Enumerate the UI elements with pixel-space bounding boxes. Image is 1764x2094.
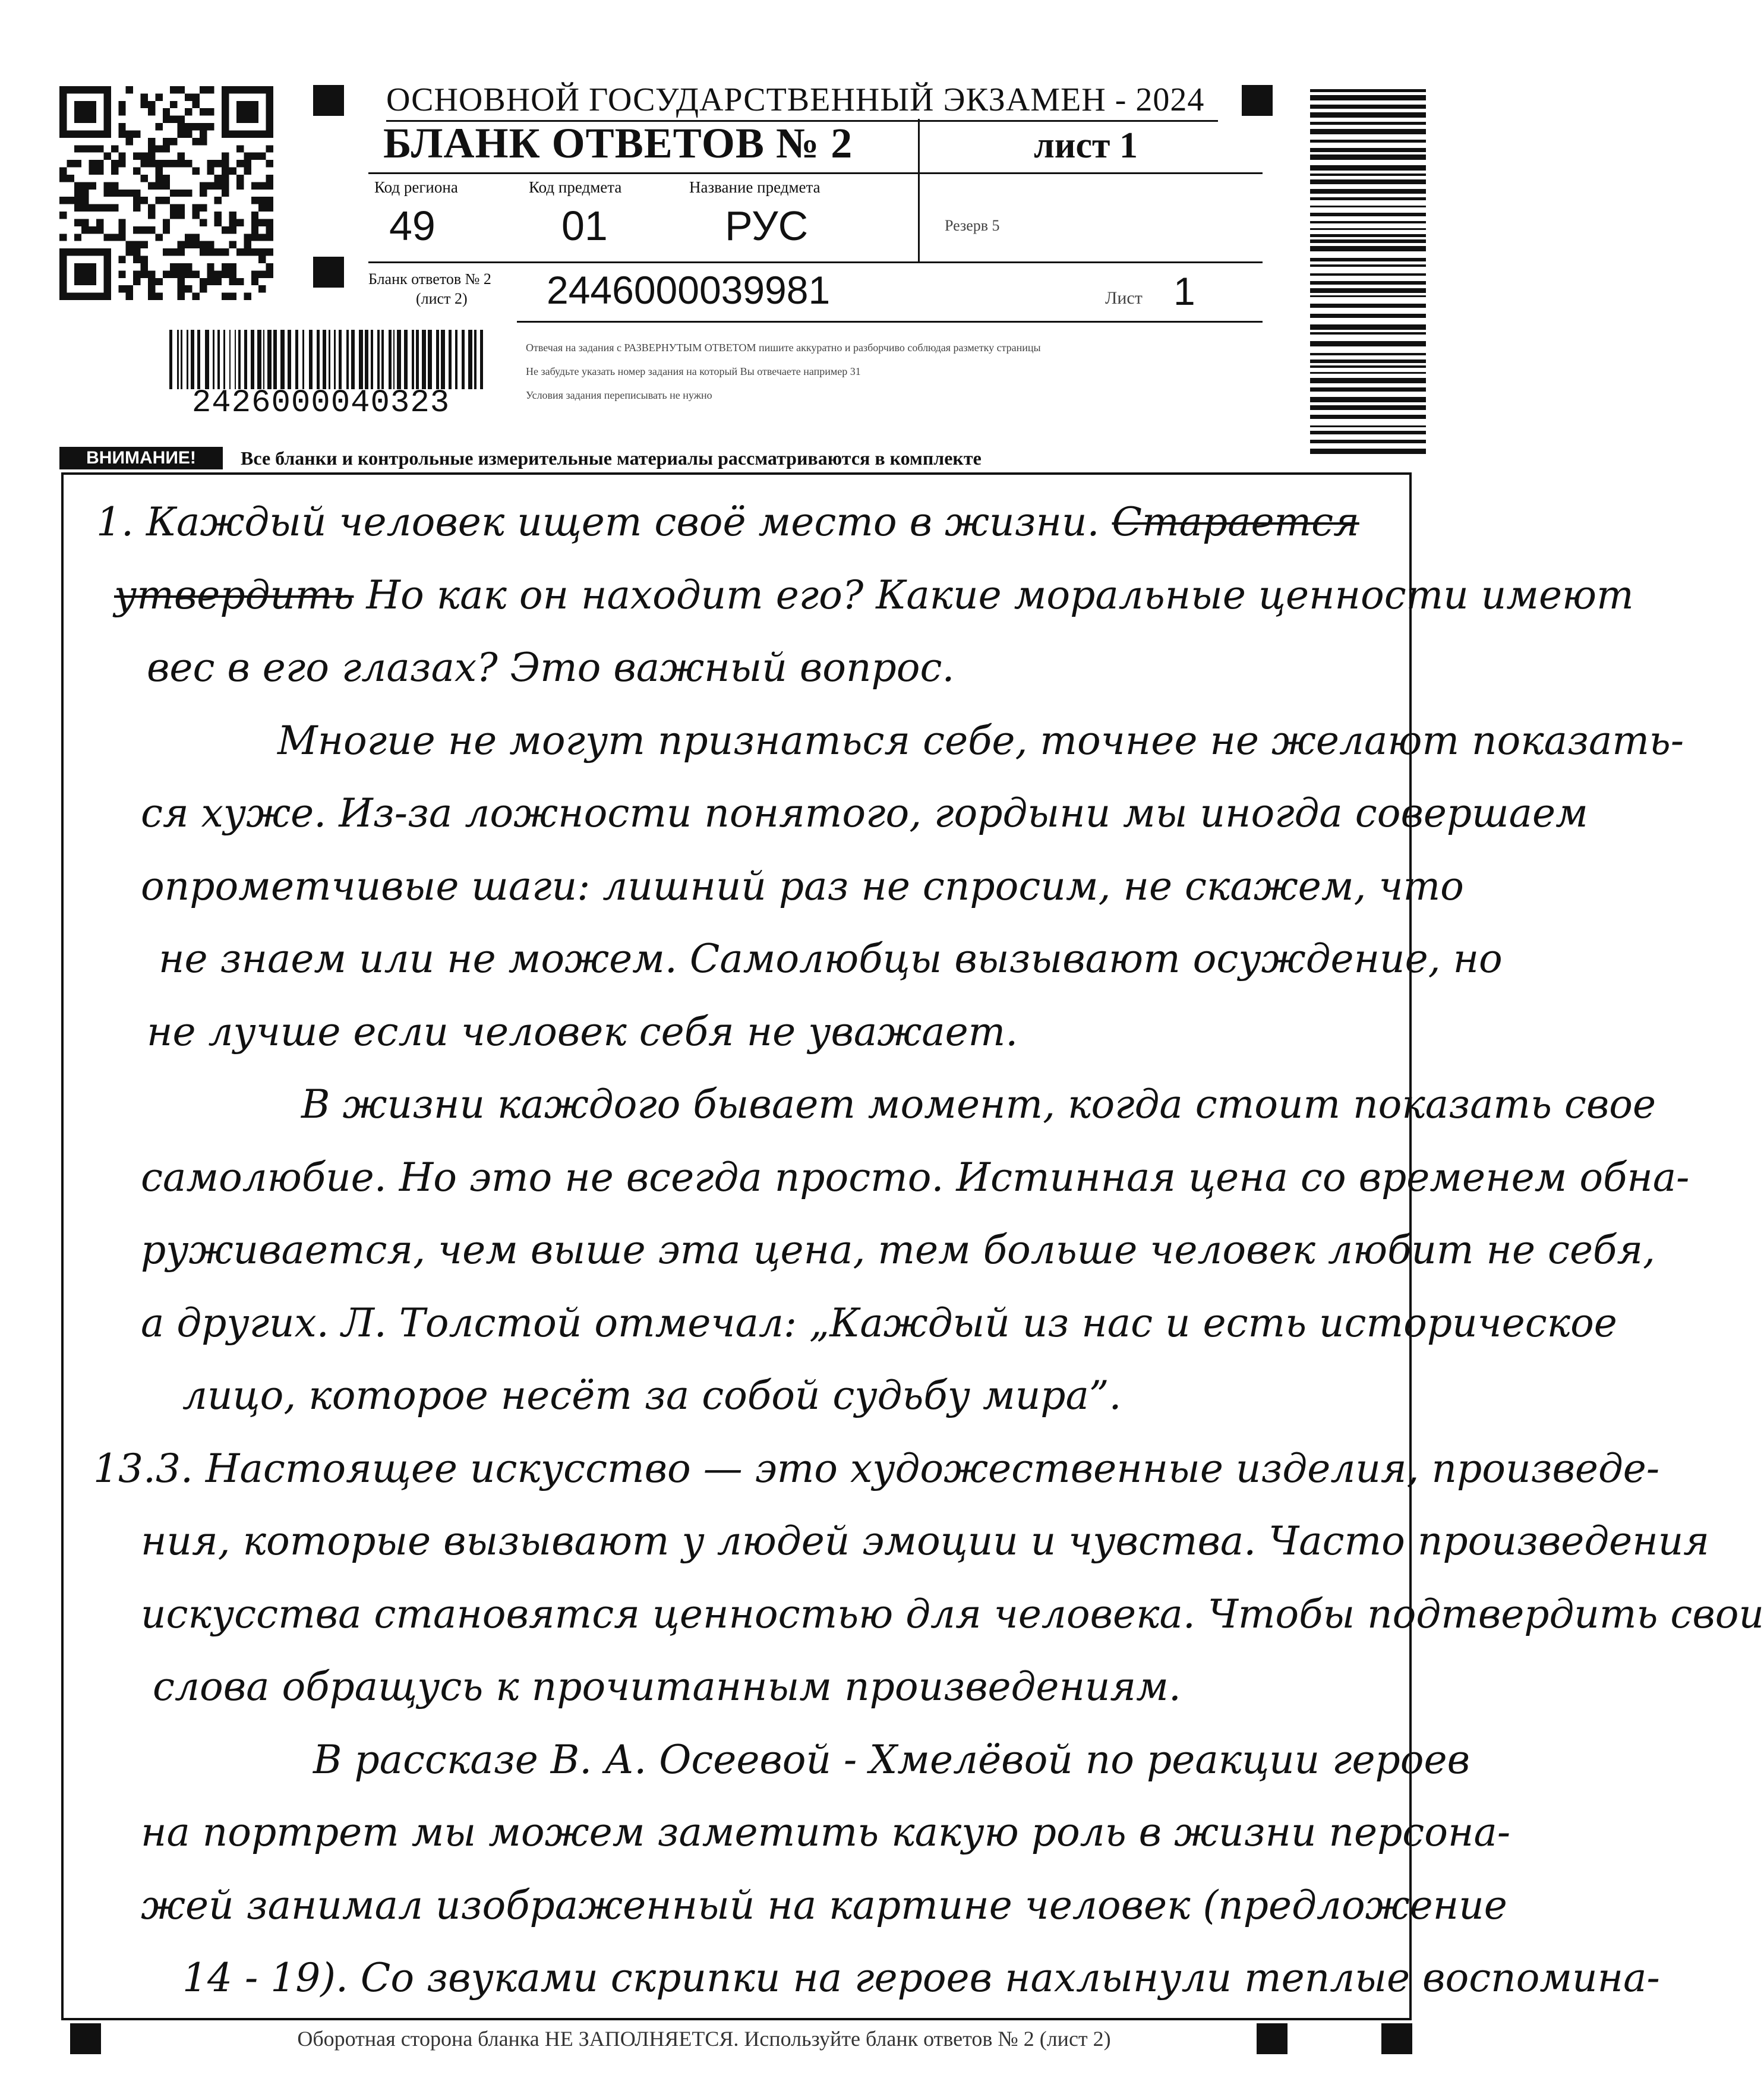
answer-text: Но как он находит его? Какие моральные ценности имеют [354,572,1634,618]
answer-line [64,1724,1664,1796]
side-barcode [1310,89,1426,452]
footer-note: Оборотная сторона бланка НЕ ЗАПОЛНЯЕТСЯ. Используйте бланк ответов № 2 (лист 2) [297,2027,1111,2051]
answer-text: искусства становятся ценностью для человека. Чтобы подтвердить свои [141,1591,1764,1637]
answer-text: на портрет мы можем заметить какую роль в жизни персона- [141,1809,1511,1855]
corner-marker-bottom-3 [1381,2023,1412,2054]
corner-marker-top-1 [313,85,344,116]
exam-title: ОСНОВНОЙ ГОСУДАРСТВЕННЫЙ ЭКЗАМЕН - 2024 [386,81,1218,122]
answer-line [64,1797,1511,1868]
answer-text: утвердить [114,572,354,618]
answer-text: В жизни каждого бывает момент, когда стоит показать свое [301,1081,1656,1127]
reserve-label: Резерв 5 [945,217,1000,234]
answer-text: ния, которые вызывают у людей эмоции и чувства. Часто произведения [141,1518,1709,1564]
answer-line [64,1142,1690,1213]
subject-code-label: Код предмета [529,178,622,196]
instruction-line-2: Не забудьте указать номер задания на который Вы отвечаете например 31 [526,365,861,377]
header-divider [368,172,1263,174]
form-ref-number: 2446000039981 [547,268,831,312]
sheet-title: лист 1 [1034,125,1138,166]
answer-line [64,851,1491,922]
answer-line [64,1579,1764,1650]
answer-text: Многие не могут признаться себе, точнее не желают показать- [277,717,1684,764]
form-ref-label-1: Бланк ответов № 2 [368,270,491,288]
answer-text: не знаем или не можем. Самолюбцы вызывают осуждение, но [159,936,1503,982]
answer-line [64,1651,1503,1723]
qr-code [59,86,273,300]
header-vertical-divider [918,119,920,261]
answer-line [64,1215,1655,1286]
corner-marker-mid [313,257,344,288]
instruction-line-3: Условия задания переписывать не нужно [526,389,712,401]
form-title: БЛАНК ОТВЕТОВ № 2 [383,119,853,167]
answer-area [61,472,1764,2020]
subject-name-label: Название предмета [689,178,821,196]
answer-text: жей занимал изображенный на картине человек (предложение [141,1882,1507,1928]
answer-line [64,1433,1660,1505]
warning-badge: ВНИМАНИЕ! [59,447,223,469]
answer-text: ся хуже. Из-за ложности понятого, гордыни мы иногда совершаем [141,790,1588,836]
corner-marker-bottom-2 [1257,2023,1288,2054]
answer-line [64,487,1447,558]
subject-name-value: РУС [725,203,809,249]
region-code-label: Код региона [374,178,458,196]
corner-marker-top-2 [1242,85,1273,116]
answer-line [64,560,1634,631]
corner-marker-bottom-1 [70,2023,101,2054]
answer-text: В рассказе В. А. Осеевой - Хмелёвой по реакции героев [313,1736,1470,1783]
answer-line [64,632,1497,704]
answer-line [64,923,1509,995]
answer-line [64,996,1497,1068]
answer-text: вес в его глазах? Это важный вопрос. [147,645,955,690]
answer-text: 14 - 19). Со звуками скрипки на героев нахлынули теплые воспомина- [182,1955,1660,2001]
answer-text: не лучше если человек себя не уважает. [147,1008,1018,1055]
answer-text: а других. Л. Толстой отмечал: „Каждый из нас и есть историческое [141,1300,1617,1346]
answer-text: 1. Каждый человек ищет своё место в жизни. [96,499,1112,545]
answer-text: опрометчивые шаги: лишний раз не спросим, не скажем, что [141,863,1464,909]
instruction-line-1: Отвечая на задания с РАЗВЕРНУТЫМ ОТВЕТОМ пишите аккуратно и разборчиво соблюдая разметку страницы [526,342,1041,354]
answer-text: самолюбие. Но это не всегда просто. Истинная цена со временем обна- [141,1154,1690,1200]
answer-line [64,1870,1507,1941]
header-field-underline [368,261,1263,263]
answer-line [64,1360,1533,1431]
answer-text: руживается, чем выше эта цена, тем больше человек любит не себя, [141,1227,1655,1273]
sheet-label: Лист [1105,288,1143,308]
warning-text: Все бланки и контрольные измерительные материалы рассматриваются в комплекте [241,447,982,469]
answer-line [64,778,1588,849]
form-barcode [169,330,481,389]
answer-text: 13.3. Настоящее искусство — это художественные изделия, произведе- [93,1445,1660,1491]
answer-line [64,1942,1660,2014]
answer-line [64,1069,1656,1140]
answer-text: слова обращусь к прочитанным произведениям. [153,1664,1181,1710]
subject-code-value: 01 [561,203,608,249]
form-ref-label-2: (лист 2) [416,290,468,307]
answer-line [64,1288,1617,1359]
header-ref-underline [517,321,1263,323]
answer-text: лицо, которое несёт за собой судьбу мира”. [182,1373,1122,1418]
region-code-value: 49 [389,203,436,249]
barcode-number: 2426000040323 [191,385,450,421]
answer-line [64,1506,1709,1577]
sheet-number: 1 [1173,269,1195,313]
answer-line [64,705,1684,777]
answer-text: Старается [1112,499,1359,545]
